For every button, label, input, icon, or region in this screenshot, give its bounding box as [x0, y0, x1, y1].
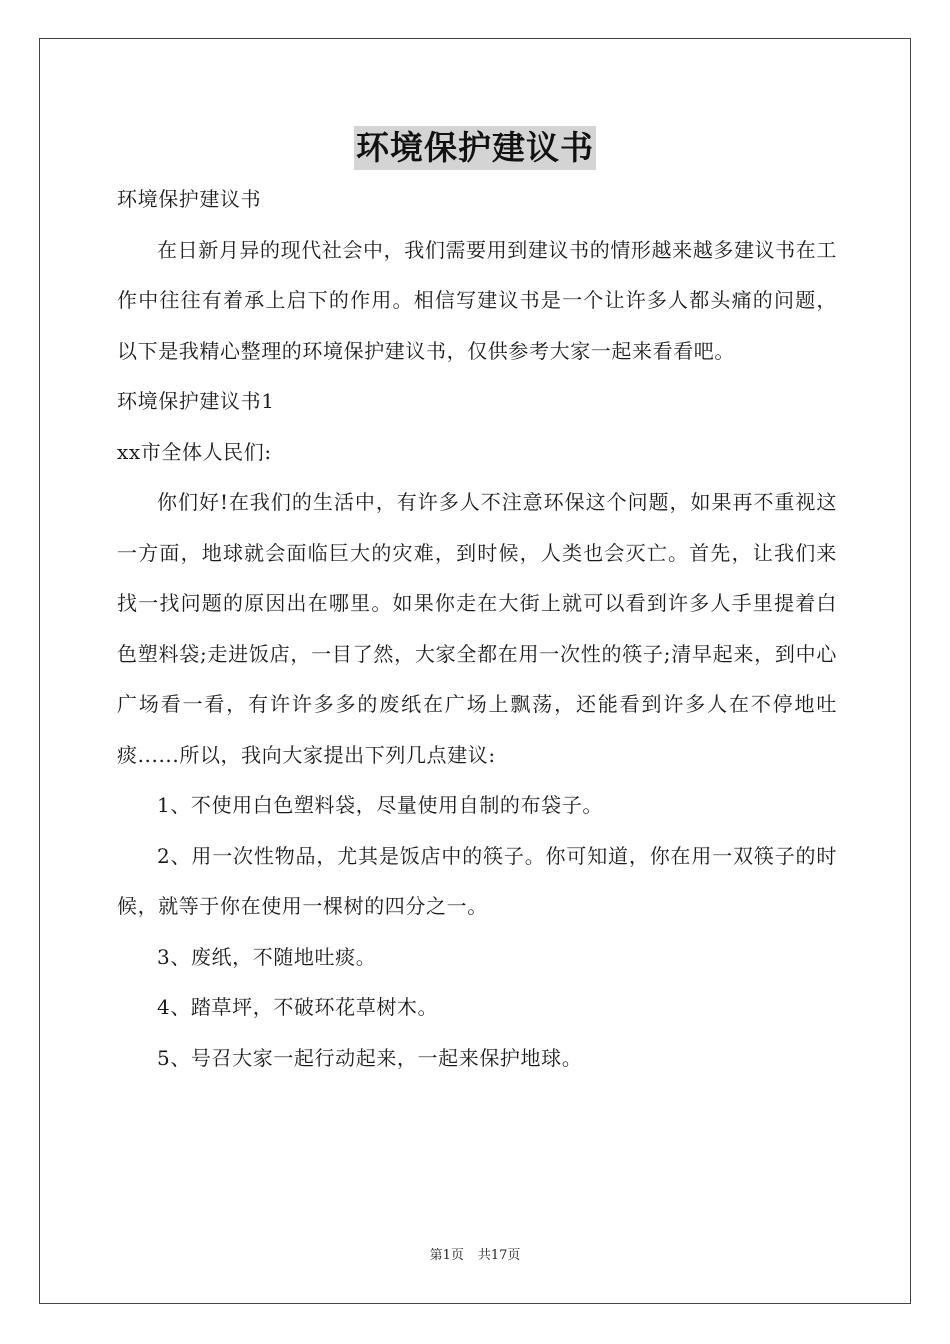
document-title: 环境保护建议书 [354, 126, 596, 170]
suggestion-item-3: 3、废纸，不随地吐痰。 [157, 944, 377, 969]
paragraph-heading: 环境保护建议书 [117, 187, 262, 211]
suggestion-item-1: 1、不使用白色塑料袋，尽量使用自制的布袋子。 [157, 793, 603, 817]
page-number: 第1页 [429, 1248, 464, 1263]
paragraph-salutation: xx市全体人民们: [117, 439, 272, 464]
paragraph-intro: 在日新月异的现代社会中，我们需要用到建议书的情形越来越多建议书在工作中往往有着承上启下的作用。相信写建议书是一个让许多人都头痛的问题，以下是我精心整理的环境保护建议书，仅供参考大家一起来看看吧。 [117, 237, 837, 363]
suggestion-item-2: 2、用一次性物品，尤其是饭店中的筷子。你可知道，你在用一双筷子的时候，就等于你在使用一棵树的四分之一。 [117, 843, 837, 918]
paragraph-main: 你们好!在我们的生活中，有许多人不注意环保这个问题，如果再不重视这一方面，地球就会面临巨大的灾难，到时候，人类也会灭亡。首先，让我们来找一找问题的原因出在哪里。如果你走在大街上就可以看到许多人手里提着白色塑料袋;走进饭店，一目了然，大家全都在用一次性的筷子;清早起来，到中心广场看一看，有许许多多的废纸在广场上飘荡，还能看到许多人在不停地吐痰......所以，我向大家提出下列几点建议: [117, 490, 837, 767]
title-area [0, 126, 950, 170]
page-total: 共17页 [477, 1248, 521, 1263]
suggestion-item-4: 4、踏草坪，不破环花草树木。 [157, 995, 439, 1019]
page-footer [0, 1247, 950, 1265]
paragraph-section-title: 环境保护建议书1 [117, 389, 275, 413]
document-body [117, 174, 837, 1083]
suggestion-item-5: 5、号召大家一起行动起来，一起来保护地球。 [157, 1045, 583, 1070]
